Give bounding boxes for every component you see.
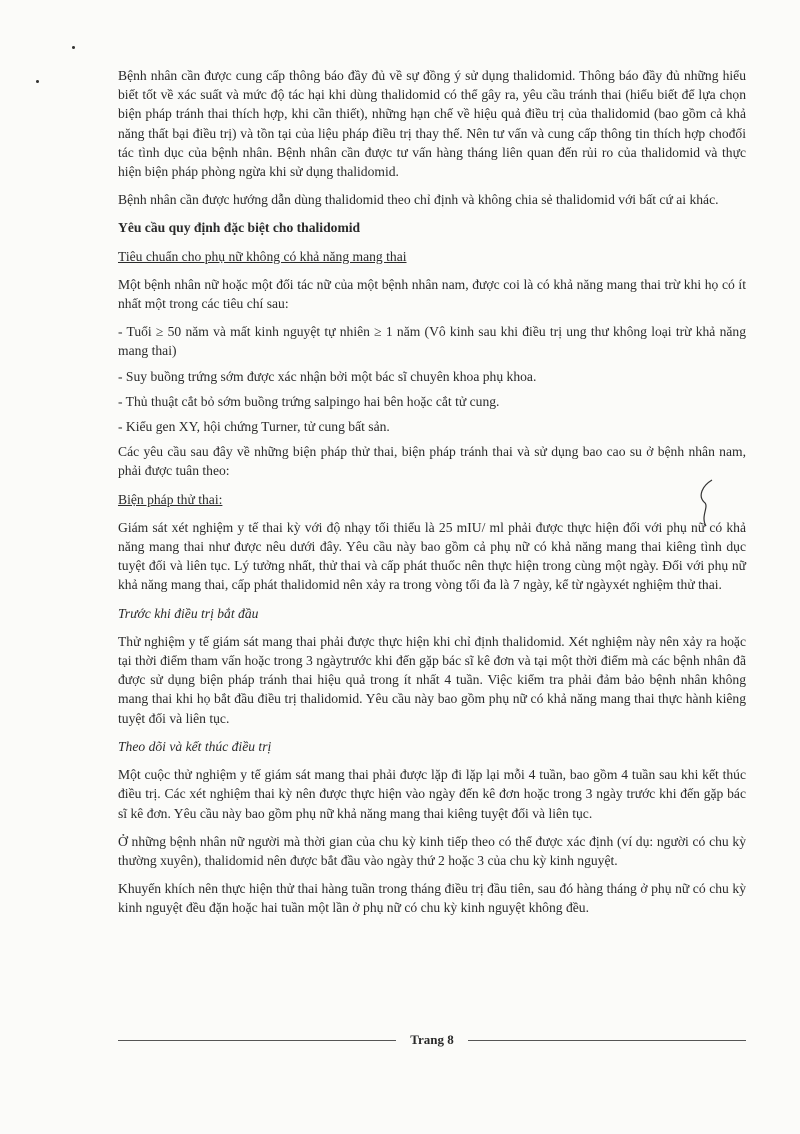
page-number: Trang 8 (410, 1032, 454, 1047)
paragraph-weekly-test: Khuyến khích nên thực hiện thử thai hàng tuần trong tháng điều trị đầu tiên, sau đó hàng tháng ở phụ nữ có chu kỳ kinh nguyệt đều đặn hoặc hai tuần một lần ở phụ nữ có chu kỳ kinh nguyệt không đều. (118, 881, 746, 916)
paragraph-consent: Bệnh nhân cần được cung cấp thông báo đầy đủ về sự đồng ý sử dụng thalidomid. Thông báo đầy đủ những hiểu biết tốt về xác suất và mức độ tác hại khi dùng thalidomid có thể gây ra, yêu cầu tránh thai (hiểu biết để lựa chọn biện pháp tránh thai thích hợp, khi cần thiết), những hạn chế về hiệu quả điều trị của thalidomid (bao gồm cả khả năng thất bại điều trị) và tồn tại của liệu pháp điều trị thay thế. Nên tư vấn và cung cấp thông tin thích hợp chođối tác tình dục của bệnh nhân. Bệnh nhân cần được tư vấn hàng tháng liên quan đến rủi ro của thalidomid và thực hiện biện pháp phòng ngừa khi sử dụng thalidomid. (118, 68, 746, 180)
paragraph-monitoring: Một cuộc thử nghiệm y tế giám sát mang thai phải được lặp đi lặp lại mỗi 4 tuần, bao gồm 4 tuần sau khi kết thúc điều trị. Các xét nghiệm thai kỳ nên được thực hiện vào ngày đến kê đơn hoặc trong 3 ngày trước khi đến gặp bác sĩ kê đơn. Yêu cầu này bao gồm phụ nữ khả năng mang thai kiêng tuyệt đối và liên tục. (118, 767, 746, 821)
criteria-item: - Kiểu gen XY, hội chứng Turner, tử cung bất sản. (118, 419, 390, 435)
criteria-item: - Tuổi ≥ 50 năm và mất kinh nguyệt tự nhiên ≥ 1 năm (Vô kinh sau khi điều trị ung thư không loại trừ khả năng mang thai) (118, 324, 746, 359)
paragraph-requirements: Các yêu cầu sau đây về những biện pháp thử thai, biện pháp tránh thai và sử dụng bao cao su ở bệnh nhân nam, phải được tuân theo: (118, 444, 746, 479)
document-body (118, 66, 746, 927)
handwritten-mark (690, 476, 730, 536)
criteria-item: - Thủ thuật cắt bỏ sớm buồng trứng salpingo hai bên hoặc cắt tử cung. (118, 393, 500, 409)
paragraph-criteria-intro: Một bệnh nhân nữ hoặc một đối tác nữ của một bệnh nhân nam, được coi là có khả năng mang thai trừ khi họ có ít nhất một trong các tiêu chí sau: (118, 276, 746, 312)
paragraph-cycle: Ở những bệnh nhân nữ người mà thời gian của chu kỳ kinh tiếp theo có thể được xác định (ví dụ: người có chu kỳ thường xuyên), thalidomid nên được bắt đầu vào ngày thứ 2 hoặc 3 của chu kỳ kinh nguyệt. (118, 833, 746, 868)
scan-speck (72, 46, 75, 49)
section-heading: Yêu cầu quy định đặc biệt cho thalidomid (118, 220, 361, 236)
subheading-before-treatment: Trước khi điều trị bắt đầu (118, 605, 259, 621)
paragraph-testing: Giám sát xét nghiệm y tế thai kỳ với độ nhạy tối thiểu là 25 mIU/ ml phải được thực hiện đối với phụ nữ có khả năng mang thai như được nêu dưới đây. Yêu cầu này bao gồm cả phụ nữ có khả năng mang thai kiêng tình dục tuyệt đối và liên tục. Lý tưởng nhất, thử thai và cấp phát thuốc nên thực hiện trong cùng một ngày. Đối với phụ nữ khả năng mang thai, cấp phát thalidomid nên xảy ra trong vòng tối đa là 7 ngày, kể từ ngàyxét nghiệm thử thai. (118, 519, 746, 593)
footer-rule-right (468, 1040, 746, 1041)
subheading-monitoring: Theo dõi và kết thúc điều trị (118, 738, 272, 754)
criteria-item: - Suy buồng trứng sớm được xác nhận bởi một bác sĩ chuyên khoa phụ khoa. (118, 368, 537, 384)
paragraph-before-treatment: Thử nghiệm y tế giám sát mang thai phải được thực hiện khi chỉ định thalidomid. Xét nghiệm này nên xảy ra hoặc tại thời điểm tham vấn hoặc trong 3 ngàytrước khi đến gặp bác sĩ kê đơn và tại một thời điểm mà các bệnh nhân đã được sử dụng biện pháp tránh thai hiệu quả trong ít nhất 4 tuần. Việc kiểm tra phải đảm bảo bệnh nhân không mang thai khi họ bắt đầu điều trị thalidomid. Yêu cầu này bao gồm phụ nữ có khả năng mang thai thực hành kiêng tuyệt đối và liên tục. (118, 633, 746, 726)
scan-speck (36, 80, 39, 83)
page-footer (118, 1030, 746, 1050)
subheading-criteria: Tiêu chuẩn cho phụ nữ không có khả năng mang thai (118, 248, 407, 264)
subheading-pregnancy-testing: Biện pháp thử thai: (118, 491, 223, 507)
paragraph-instructions: Bệnh nhân cần được hướng dẫn dùng thalidomid theo chỉ định và không chia sẻ thalidomid với bất cứ ai khác. (118, 192, 719, 208)
footer-rule-left (118, 1040, 396, 1041)
